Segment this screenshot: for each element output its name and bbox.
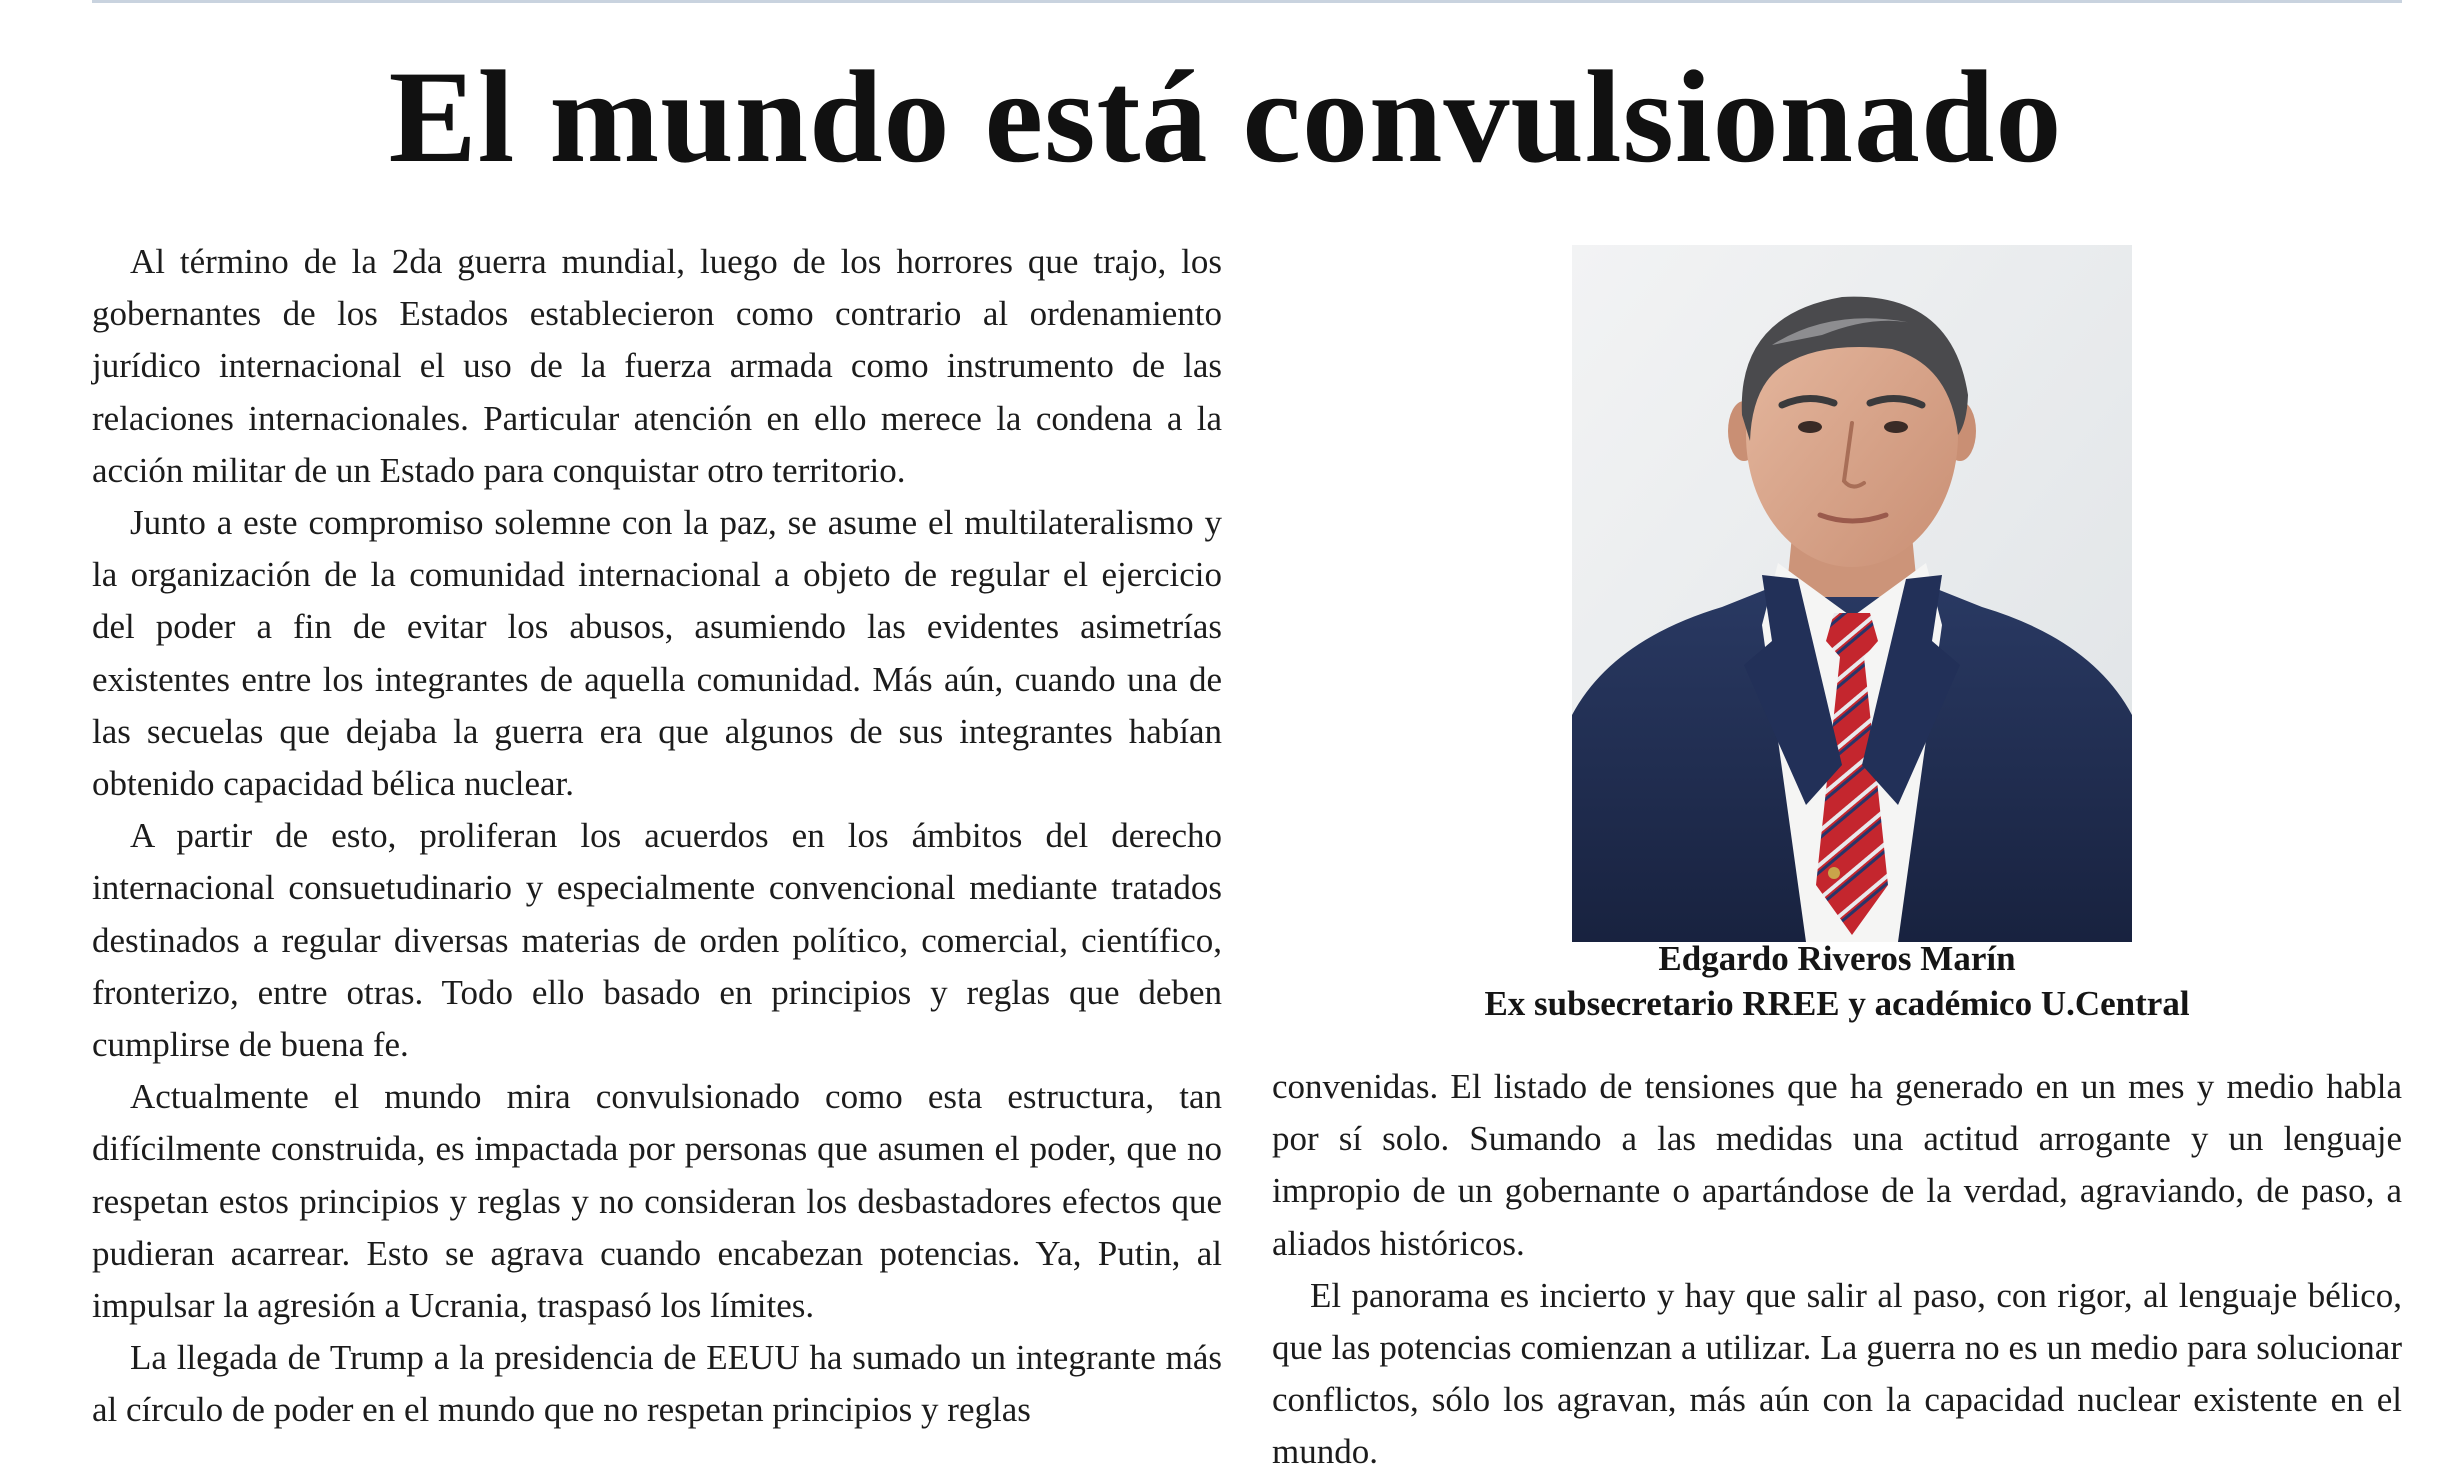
author-name: Edgardo Riveros Marín (1658, 939, 2016, 978)
article-left-column (92, 236, 1222, 1437)
top-rule (92, 0, 2402, 3)
paragraph-3: A partir de esto, proliferan los acuerdos en los ámbitos del derecho internacional consuetudinario y especialmente convencional mediante tratados destinados a regular diversas materias de orden político, comercial, científico, fronterizo, entre otras. Todo ello basado en principios y reglas que deben cumplirse de buena fe. (92, 816, 1222, 1065)
paragraph-7: El panorama es incierto y hay que salir al paso, con rigor, al lenguaje bélico, que las potencias comienzan a utilizar. La guerra no es un medio para solucionar conflictos, sólo los agravan, más aún con la capacidad nuclear existente en el mundo. (1272, 1275, 2402, 1472)
paragraph-1: Al término de la 2da guerra mundial, luego de los horrores que trajo, los gobernantes de los Estados establecieron como contrario al ordenamiento jurídico internacional el uso de la fuerza armada como instrumento de las relaciones internacionales. Particular atención en ello merece la condena a la acción militar de un Estado para conquistar otro territorio. (92, 242, 1222, 490)
author-role: Ex subsecretario RREE y académico U.Central (1484, 984, 2190, 1023)
paragraph-2: Junto a este compromiso solemne con la paz, se asume el multilateralismo y la organización de la comunidad internacional a objeto de regular el ejercicio del poder a fin de evitar los abusos, asumiendo las evidentes asimetrías existentes entre los integrantes de aquella comunidad. Más aún, cuando una de las secuelas que dejaba la guerra era que algunos de sus integrantes habían obtenido capacidad bélica nuclear. (92, 503, 1222, 804)
paragraph-5: La llegada de Trump a la presidencia de EEUU ha sumado un integrante más al círculo de poder en el mundo que no respetan principios y reglas (92, 1338, 1222, 1430)
paragraph-6: convenidas. El listado de tensiones que ha generado en un mes y medio habla por sí solo. Sumando a las medidas una actitud arrogante y un lenguaje impropio de un gobernante o apartándose de la verdad, agraviando, de paso, a aliados históricos. (1272, 1067, 2402, 1263)
article-right-column (1272, 1061, 2402, 1479)
author-portrait (1572, 245, 2132, 942)
photo-caption (1272, 936, 2402, 1026)
author-portrait-illustration (1572, 245, 2132, 942)
paragraph-4: Actualmente el mundo mira convulsionado como esta estructura, tan difícilmente construida, es impactada por personas que asumen el poder, que no respetan estos principios y reglas y no consideran los desbastadores efectos que pudieran acarrear. Esto se agrava cuando encabezan potencias. Ya, Putin, al impulsar la agresión a Ucrania, traspasó los límites. (92, 1077, 1222, 1326)
headline: El mundo está convulsionado (388, 43, 2063, 190)
